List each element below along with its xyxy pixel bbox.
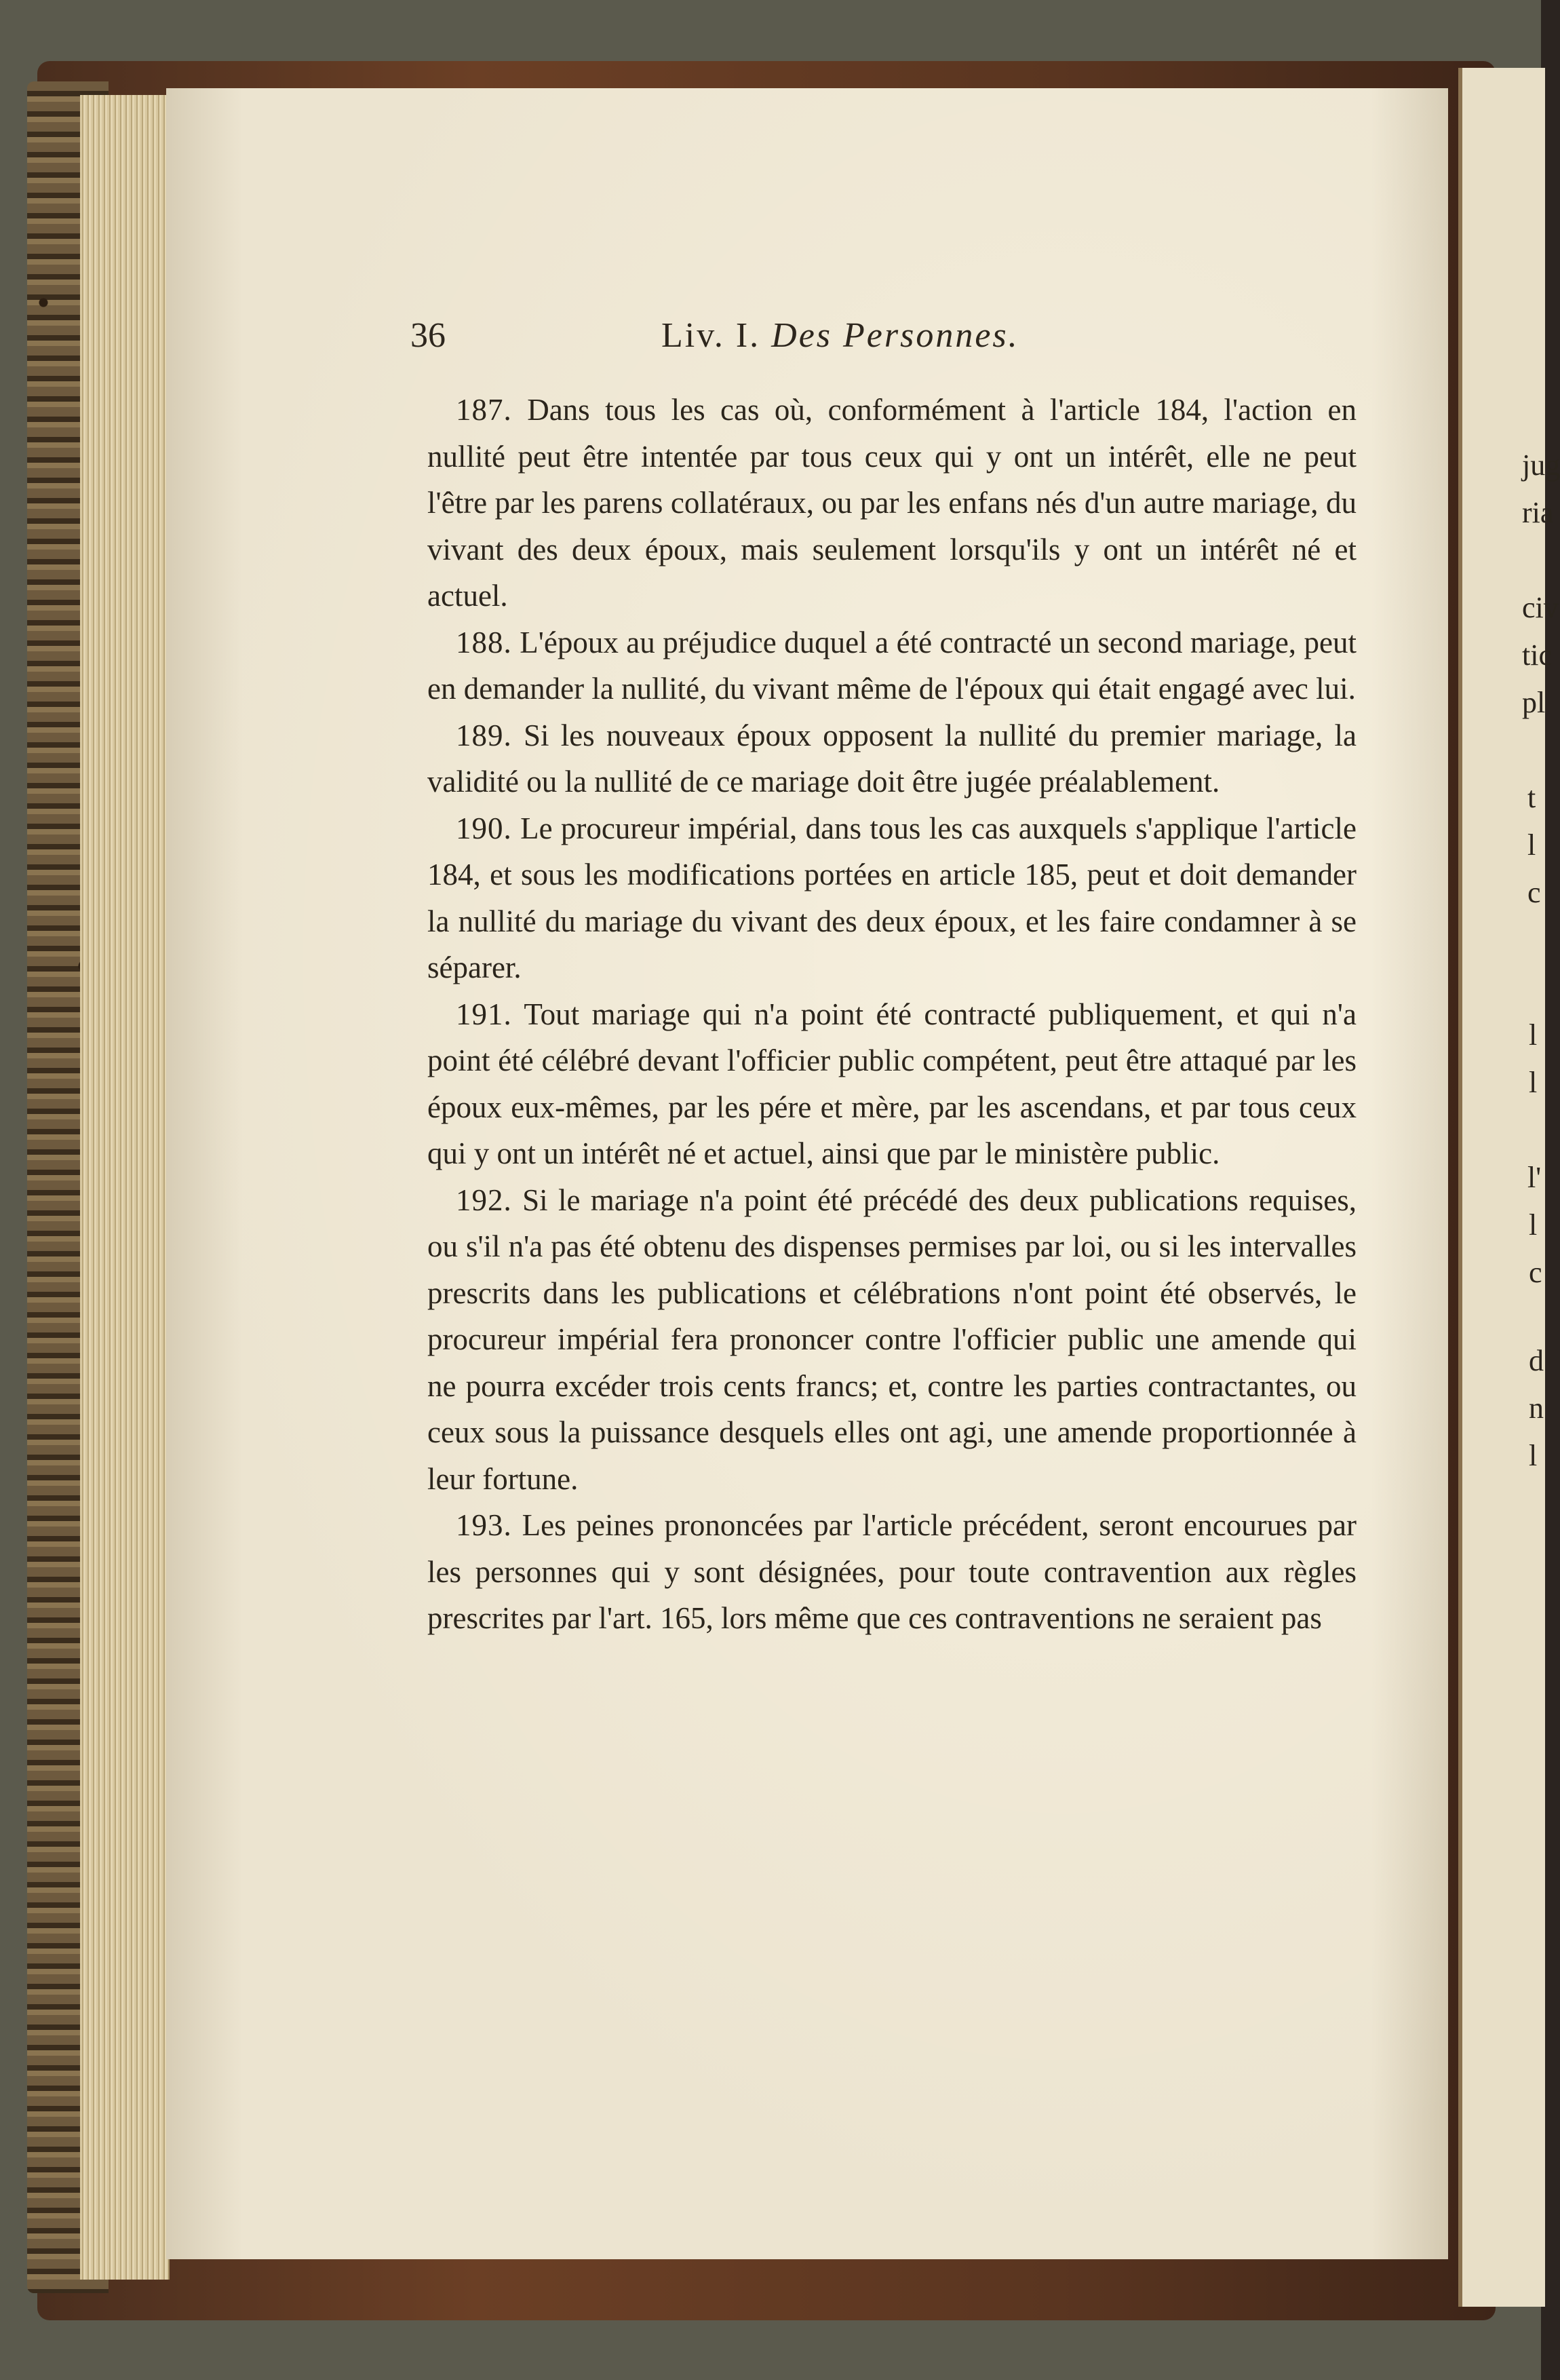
running-title: [661, 315, 1019, 356]
article-number: 193.: [456, 1508, 512, 1542]
facing-page-fragment: n: [1529, 1391, 1544, 1425]
page-number: 36: [410, 316, 446, 355]
article-number: 191.: [456, 997, 512, 1031]
body-text: [427, 387, 1357, 1642]
article-number: 192.: [456, 1183, 512, 1217]
article-number: 189.: [456, 718, 512, 752]
facing-page-fragment: l: [1529, 1066, 1538, 1099]
article-text: Le procureur impérial, dans tous les cas auxquels s'applique l'article 184, et sous les modifications portées en article 185, peut et doit demander la nullité du mariage du vivant des deux époux, et les faire condamner à se séparer.: [427, 811, 1357, 984]
article-text: Tout mariage qui n'a point été contracté publiquement, et qui n'a point été célébré devant l'officier public compétent, peut être attaqué par les époux eux-mêmes, par les pére et mère, par les ascendans, et par tous ceux qui y ont un intérêt né et actuel, ainsi que par le ministère public.: [427, 997, 1357, 1170]
article-187: [427, 387, 1357, 619]
page-stack-edges: [80, 95, 170, 2280]
facing-page-fragment: l: [1529, 1018, 1538, 1052]
article-number: 187.: [456, 393, 512, 427]
book-number: Liv. I.: [661, 316, 761, 355]
facing-page-fragment: l: [1529, 1439, 1538, 1472]
article-188: [427, 619, 1357, 712]
facing-page-fragment: d: [1529, 1344, 1544, 1377]
article-number: 190.: [456, 811, 512, 845]
article-193: [427, 1502, 1357, 1642]
facing-page-fragment: c: [1529, 1256, 1542, 1289]
facing-page-fragment: jug: [1522, 448, 1560, 482]
facing-page-fragment: l': [1527, 1161, 1542, 1194]
article-text: L'époux au préjudice duquel a été contracté un second mariage, peut en demander la nullité, du vivant même de l'époux qui était engagé avec lui.: [427, 625, 1357, 706]
article-191: [427, 991, 1357, 1177]
article-number: 188.: [456, 625, 512, 659]
facing-page-fragment: l: [1527, 828, 1536, 862]
article-190: [427, 805, 1357, 991]
article-text: Si les nouveaux époux opposent la nullité du premier mariage, la validité ou la nullité de ce mariage doit être jugée préalablement.: [427, 718, 1357, 799]
article-189: [427, 712, 1357, 805]
article-text: Dans tous les cas où, conformément à l'article 184, l'action en nullité peut être intentée par tous ceux qui y ont un intérêt, elle ne peut l'être par les parens collatéraux, ou par les enfans nés d'un autre mariage, du vivant des deux époux, mais seulement lorsqu'ils y ont un intérêt né et actuel.: [427, 393, 1357, 613]
article-192: [427, 1177, 1357, 1503]
facing-page-strip: [1458, 68, 1560, 2307]
facing-page-fragment: t: [1527, 781, 1536, 814]
facing-page-fragment: tic: [1522, 638, 1552, 672]
section-title: Des Personnes.: [771, 316, 1019, 355]
article-text: Les peines prononcées par l'article précédent, seront encourues par les personnes qui y sont désignées, pour toute contravention aux règles prescrites par l'art. 165, lors même que ces contraventions ne seraient pas: [427, 1508, 1357, 1635]
article-text: Si le mariage n'a point été précédé des deux publications requises, ou s'il n'a pas été obtenu des dispenses permises par loi, ou si les intervalles prescrits dans les publications et célébrations n'ont point été observés, le procureur impérial fera prononcer contre l'officier public une amende qui ne pourra excéder trois cents francs; et, contre les parties contractantes, ou ceux sous la puissance desquels elles ont agi, une amende proportionnée à leur fortune.: [427, 1183, 1357, 1496]
facing-page-fragment: l: [1529, 1208, 1538, 1242]
facing-page-fragment: c: [1527, 876, 1541, 909]
running-header: [410, 315, 1360, 370]
facing-page-fragment: ria: [1522, 496, 1554, 529]
facing-page-fragment: pl: [1522, 686, 1546, 719]
facing-page-fragment: civ: [1522, 591, 1559, 624]
